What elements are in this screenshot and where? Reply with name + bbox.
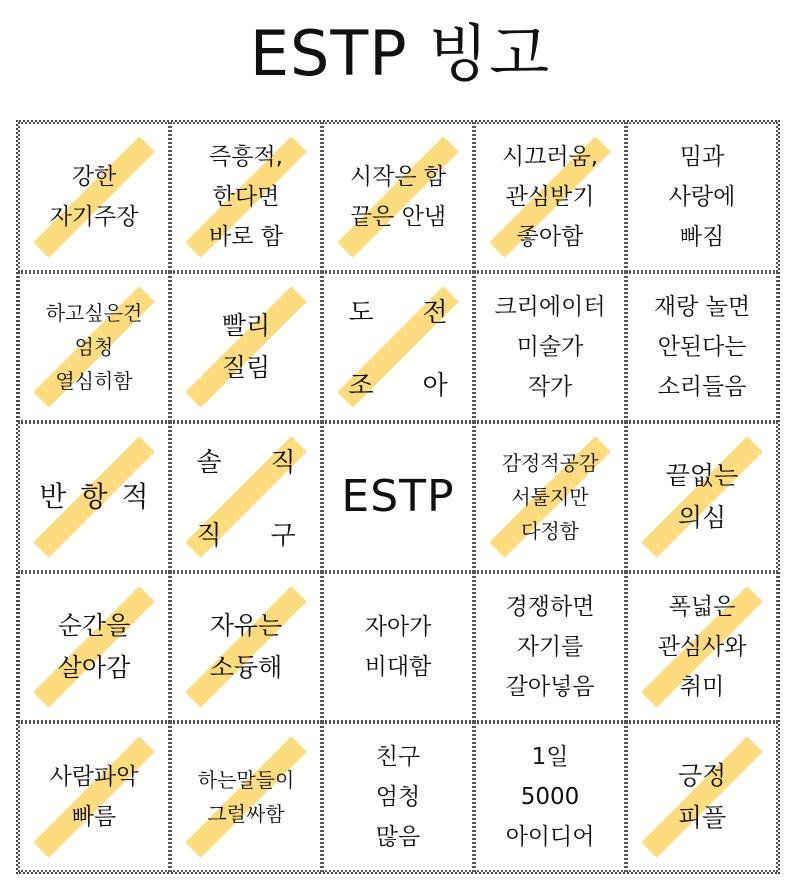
cell-text: 빠름 bbox=[71, 804, 117, 830]
cell-text: 5000 bbox=[520, 784, 580, 810]
cell-text: 시끄러움, bbox=[501, 144, 599, 170]
cell-text: 자아가 bbox=[364, 614, 432, 640]
cell-text: 즉흥적, bbox=[209, 144, 283, 170]
cell-text: 소리들음 bbox=[657, 374, 747, 400]
cell-text: 그럴싸함 bbox=[207, 802, 285, 826]
bingo-cell[interactable] bbox=[626, 572, 778, 722]
cell-text: 사랑에 bbox=[668, 184, 736, 210]
cell-text: 끝은 안냄 bbox=[349, 204, 447, 230]
bingo-cell[interactable] bbox=[18, 722, 170, 872]
cell-text: 폭넓은 bbox=[668, 594, 736, 620]
bingo-cell[interactable] bbox=[18, 272, 170, 422]
cell-text: 긍정 bbox=[677, 761, 727, 790]
cell-text: 아 bbox=[422, 371, 448, 401]
page-title: ESTP 빙고 bbox=[249, 17, 551, 90]
cell-text: 서툴지만 bbox=[511, 485, 589, 509]
cell-text: 하고싶은건 bbox=[45, 301, 143, 325]
bingo-cell[interactable] bbox=[474, 422, 626, 572]
cell-text: 자기주장 bbox=[49, 204, 139, 230]
cell-text: 조 bbox=[348, 371, 374, 401]
cell-text: 강한 bbox=[71, 164, 117, 190]
cell-text: 빠짐 bbox=[679, 224, 725, 250]
cell-text: 경쟁하면 bbox=[505, 594, 595, 620]
bingo-cell[interactable] bbox=[322, 122, 474, 272]
bingo-cell[interactable] bbox=[170, 422, 322, 572]
bingo-cell[interactable] bbox=[170, 572, 322, 722]
cell-text: 직 bbox=[196, 521, 222, 551]
cell-text: 크리에이터 bbox=[494, 294, 606, 320]
cell-text: 안된다는 bbox=[657, 334, 747, 360]
bingo-cell[interactable] bbox=[474, 722, 626, 872]
cell-text: 직 bbox=[270, 448, 296, 478]
cell-text: 시작은 함 bbox=[349, 164, 447, 190]
bingo-cell[interactable] bbox=[626, 722, 778, 872]
cell-text: 도 bbox=[348, 298, 374, 328]
bingo-cell[interactable] bbox=[474, 272, 626, 422]
bingo-cell[interactable] bbox=[18, 572, 170, 722]
cell-text: 아이디어 bbox=[505, 824, 595, 850]
cell-text: 한다면 bbox=[212, 184, 280, 210]
bingo-cell-center[interactable] bbox=[322, 422, 474, 572]
cell-text: 관심사와 bbox=[657, 634, 747, 660]
bingo-cell[interactable] bbox=[322, 722, 474, 872]
cell-text: 사람파악 bbox=[49, 764, 139, 790]
cell-text: 소듕해 bbox=[209, 653, 283, 682]
cell-text: 빨리 bbox=[221, 311, 271, 340]
bingo-cell[interactable] bbox=[626, 422, 778, 572]
bingo-cell[interactable] bbox=[170, 272, 322, 422]
bingo-cell[interactable] bbox=[626, 272, 778, 422]
cell-text: 바로 함 bbox=[209, 224, 283, 250]
cell-text: 질림 bbox=[221, 353, 271, 382]
bingo-board bbox=[16, 120, 780, 874]
cell-text: 감정적공감 bbox=[501, 451, 599, 475]
cell-text: 작가 bbox=[527, 374, 573, 400]
bingo-cell[interactable] bbox=[322, 572, 474, 722]
center-label: ESTP bbox=[341, 471, 455, 522]
cell-text: 반항적 bbox=[39, 480, 163, 513]
cell-text: 끝없는 bbox=[665, 461, 739, 490]
bingo-cell[interactable] bbox=[626, 122, 778, 272]
cell-text: 자기를 bbox=[516, 634, 584, 660]
cell-text: 갈아넣음 bbox=[505, 674, 595, 700]
cell-text: 비대함 bbox=[364, 654, 432, 680]
cell-text: 취미 bbox=[679, 674, 725, 700]
bingo-cell[interactable] bbox=[18, 122, 170, 272]
cell-text: 살아감 bbox=[57, 653, 131, 682]
cell-text: 순간을 bbox=[57, 611, 131, 640]
cell-text: 하는말들이 bbox=[197, 768, 295, 792]
cell-text: 전 bbox=[422, 298, 448, 328]
cell-text: 좋아함 bbox=[516, 224, 584, 250]
cell-text: 밈과 bbox=[679, 144, 725, 170]
cell-text: 자유는 bbox=[209, 611, 283, 640]
cell-text: 관심받기 bbox=[505, 184, 595, 210]
bingo-cell[interactable] bbox=[170, 722, 322, 872]
cell-text: 피플 bbox=[677, 803, 727, 832]
cell-text: 열심히함 bbox=[55, 369, 133, 393]
cell-text: 솔 bbox=[196, 448, 222, 478]
cell-text: 구 bbox=[270, 521, 296, 551]
cell-text: 엄청 bbox=[74, 335, 114, 359]
bingo-cell[interactable] bbox=[18, 422, 170, 572]
cell-text: 1일 bbox=[531, 744, 569, 770]
cell-text: 엄청 bbox=[375, 784, 421, 810]
bingo-cell[interactable] bbox=[170, 122, 322, 272]
cell-text: 다정함 bbox=[521, 519, 579, 543]
bingo-cell[interactable] bbox=[474, 122, 626, 272]
cell-text: 의심 bbox=[677, 503, 727, 532]
cell-text: 재랑 놀면 bbox=[653, 294, 751, 320]
bingo-cell[interactable] bbox=[322, 272, 474, 422]
cell-text: 미술가 bbox=[516, 334, 584, 360]
bingo-cell[interactable] bbox=[474, 572, 626, 722]
cell-text: 많음 bbox=[375, 824, 421, 850]
cell-text: 친구 bbox=[375, 744, 421, 770]
